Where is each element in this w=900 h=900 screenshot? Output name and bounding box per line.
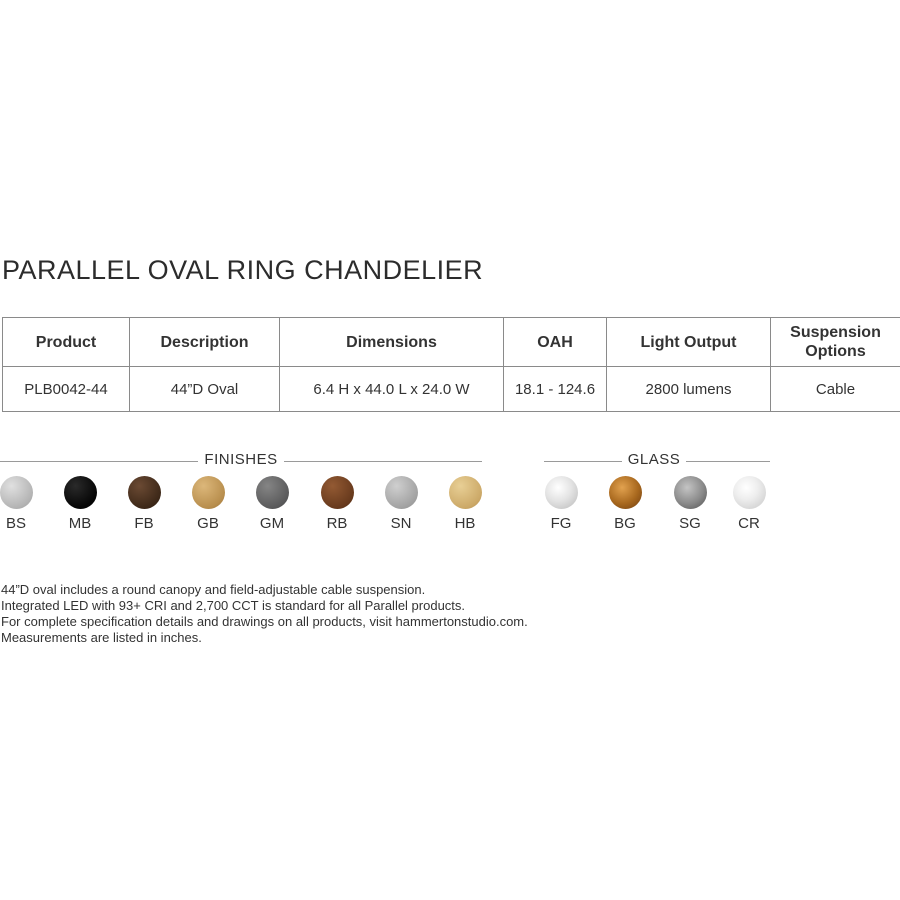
flat-bronze-swatch-icon bbox=[128, 476, 161, 509]
smoke-glass-swatch-icon bbox=[674, 476, 707, 509]
notes-list bbox=[1, 582, 528, 646]
cell-product: PLB0042-44 bbox=[3, 367, 130, 412]
swatch-fb[interactable] bbox=[119, 476, 169, 532]
cell-dimensions: 6.4 H x 44.0 L x 24.0 W bbox=[280, 367, 504, 412]
swatch-bg[interactable] bbox=[600, 476, 650, 532]
swatch-code: HB bbox=[454, 515, 476, 532]
satin-nickel-swatch-icon bbox=[385, 476, 418, 509]
frosted-glass-swatch-icon bbox=[545, 476, 578, 509]
swatch-mb[interactable] bbox=[55, 476, 105, 532]
divider bbox=[284, 461, 482, 462]
header-light-output: Light Output bbox=[607, 318, 771, 367]
cell-suspension-options: Cable bbox=[771, 367, 900, 412]
gilded-brass-swatch-icon bbox=[192, 476, 225, 509]
swatch-cr[interactable] bbox=[724, 476, 774, 532]
swatch-hb[interactable] bbox=[440, 476, 490, 532]
swatch-sg[interactable] bbox=[665, 476, 715, 532]
finishes-swatches bbox=[0, 476, 500, 536]
divider bbox=[0, 461, 198, 462]
swatch-bs[interactable] bbox=[0, 476, 41, 532]
glass-swatches bbox=[530, 476, 790, 536]
page-title: PARALLEL OVAL RING CHANDELIER bbox=[2, 255, 484, 285]
note-line: For complete specification details and drawings on all products, visit hammertonstudio.com. bbox=[1, 614, 528, 629]
finishes-heading bbox=[0, 451, 484, 471]
swatch-gm[interactable] bbox=[247, 476, 297, 532]
gunmetal-swatch-icon bbox=[256, 476, 289, 509]
glass-heading bbox=[544, 451, 770, 471]
cell-light-output: 2800 lumens bbox=[607, 367, 771, 412]
swatch-rb[interactable] bbox=[312, 476, 362, 532]
matte-black-swatch-icon bbox=[64, 476, 97, 509]
swatch-code: GM bbox=[259, 515, 285, 532]
divider bbox=[686, 461, 770, 462]
table-row bbox=[3, 367, 900, 412]
hammered-brass-swatch-icon bbox=[449, 476, 482, 509]
spec-table bbox=[2, 317, 900, 412]
swatch-code: RB bbox=[326, 515, 348, 532]
glass-label: GLASS bbox=[627, 451, 681, 468]
header-description: Description bbox=[130, 318, 280, 367]
swatch-code: GB bbox=[197, 515, 219, 532]
swatch-code: SN bbox=[390, 515, 412, 532]
swatch-code: BG bbox=[614, 515, 636, 532]
swatch-sn[interactable] bbox=[376, 476, 426, 532]
swatch-fg[interactable] bbox=[536, 476, 586, 532]
note-line: Integrated LED with 93+ CRI and 2,700 CCT is standard for all Parallel products. bbox=[1, 598, 466, 613]
swatch-code: SG bbox=[679, 515, 701, 532]
finishes-label: FINISHES bbox=[204, 451, 278, 468]
swatch-code: CR bbox=[738, 515, 760, 532]
table-header-row bbox=[3, 318, 900, 367]
header-suspension-options: Suspension Options bbox=[771, 318, 900, 367]
cell-oah: 18.1 - 124.6 bbox=[504, 367, 607, 412]
swatch-code: BS bbox=[5, 515, 26, 532]
swatch-code: MB bbox=[68, 515, 92, 532]
note-line: 44”D oval includes a round canopy and field-adjustable cable suspension. bbox=[1, 582, 426, 597]
bronze-glass-swatch-icon bbox=[609, 476, 642, 509]
header-dimensions: Dimensions bbox=[280, 318, 504, 367]
swatch-code: FG bbox=[550, 515, 572, 532]
cell-description: 44”D Oval bbox=[130, 367, 280, 412]
header-product: Product bbox=[3, 318, 130, 367]
swatch-code: FB bbox=[134, 515, 154, 532]
crystal-swatch-icon bbox=[733, 476, 766, 509]
header-oah: OAH bbox=[504, 318, 607, 367]
swatch-gb[interactable] bbox=[183, 476, 233, 532]
note-line: Measurements are listed in inches. bbox=[1, 630, 202, 645]
rust-bronze-swatch-icon bbox=[321, 476, 354, 509]
divider bbox=[544, 461, 622, 462]
brushed-silver-swatch-icon bbox=[0, 476, 33, 509]
